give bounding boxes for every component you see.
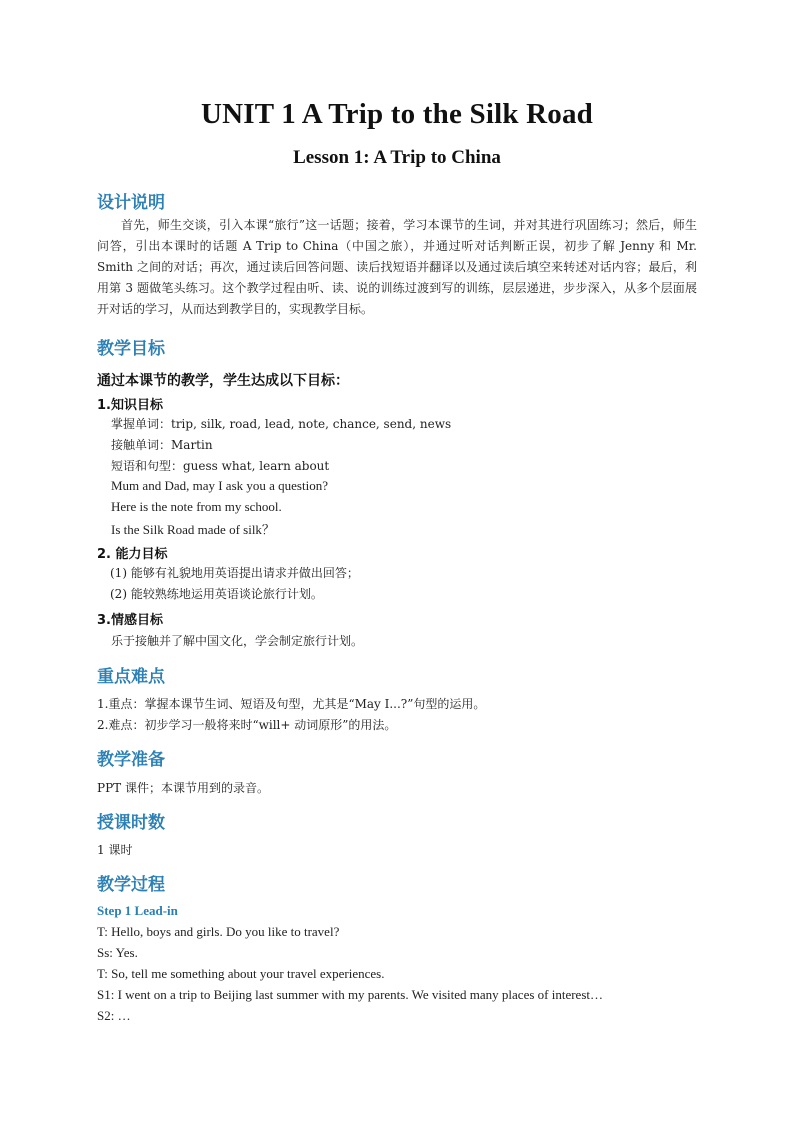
hours-text: 1 课时 [97,843,133,857]
emotion-goal-label: 3.情感目标 [97,613,163,628]
section-heading-process: 教学过程 [97,875,165,895]
ability-line: (2) 能较熟练地运用英语谈论旅行计划。 [110,587,323,601]
goals-lead: 通过本课节的教学，学生达成以下目标： [97,373,349,389]
section-heading-prep: 教学准备 [97,750,165,770]
design-paragraph [97,215,697,320]
emotion-line: 乐于接触并了解中国文化，学会制定旅行计划。 [111,634,364,648]
knowledge-line: 短语和句型：guess what, learn about [111,459,330,473]
ability-goal-label: 2. 能力目标 [97,547,168,562]
knowledge-line: 掌握单词：trip, silk, road, lead, note, chance, send, news [111,417,452,431]
ability-line: (1) 能够有礼貌地用英语提出请求并做出回答； [110,566,359,580]
dialogue-line: S1: I went on a trip to Beijing last summer with my parents. We visited many places of interest… [97,987,603,1002]
dialogue-line: T: Hello, boys and girls. Do you like to travel? [97,924,340,939]
dialogue-line: T: So, tell me something about your travel experiences. [97,966,385,981]
section-heading-hours: 授课时数 [97,813,165,833]
section-heading-design: 设计说明 [97,193,165,213]
section-heading-goals: 教学目标 [97,339,165,359]
knowledge-line: Here is the note from my school. [111,499,282,514]
step-label: Step 1 Lead-in [97,903,178,918]
prep-text: PPT 课件；本课节用到的录音。 [97,781,269,795]
dialogue-line: Ss: Yes. [97,945,138,960]
knowledge-line: 接触单词：Martin [111,438,213,452]
knowledge-line: Is the Silk Road made of silk？ [111,522,275,537]
dialogue-line: S2: … [97,1008,131,1023]
section-heading-keypoints: 重点难点 [97,667,165,687]
knowledge-line: Mum and Dad, may I ask you a question? [111,478,328,493]
design-paragraph-text: 首先，师生交谈，引入本课“旅行”这一话题；接着，学习本课节的生词，并对其进行巩固练习；然后，师生问答，引出本课时的话题 A Trip to China（中国之旅），并通过听对话判断正误，初步了解 Jenny 和 Mr. Smith 之间的对话；再次，通过读后回答问题、读后找短语并翻译以及通过读后填空来转述对话内容；最后，利用第 3 题做笔头练习。这个教学过程由听、读、说的训练过渡到写的训练，层层递进，步步深入，从多个层面展开对话的学习，从而达到教学目的，实现教学目标。 [97,218,697,316]
lesson-subtitle: Lesson 1: A Trip to China [293,147,501,168]
keypoint-line: 1.重点：掌握本课节生词、短语及句型，尤其是“May I...?”句型的运用。 [97,697,486,711]
document-title: UNIT 1 A Trip to the Silk Road [201,98,593,130]
keypoint-line: 2.难点：初步学习一般将来时“will+ 动词原形”的用法。 [97,718,397,732]
knowledge-goal-label: 1.知识目标 [97,398,163,413]
